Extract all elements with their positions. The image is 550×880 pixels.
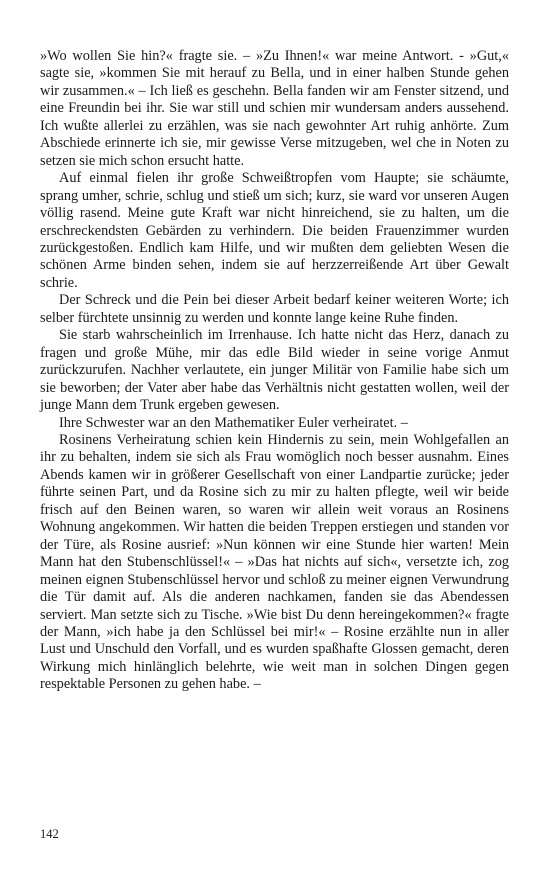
paragraph-5: Ihre Schwester war an den Mathematiker Euler verheiratet. – [59,414,408,431]
body-text [40,48,509,694]
paragraph-1: »Wo wollen Sie hin?« fragte sie. – »Zu Ihnen!« war meine Antwort. - »Gut,« sagte sie, »kommen Sie mit herauf zu Bella, und in einer halben Stunde gehen wir zusammen.« – Ich ließ es geschehn. Bella fanden wir am Fenster sitzend, und eine Freundin bei ihr. Sie war still und schien mir wundersam anders aussehend. Ich wußte allerlei zu erzählen, was sie nach gewohnter Art ruhig anhörte. Zum Abschiede erinnerte ich sie, mir gewisse Verse mitzugeben, wel che in Noten zu setzen sie mich schon ersucht hatte. [40,48,509,169]
paragraph-4: Sie starb wahrscheinlich im Irrenhause. Ich hatte nicht das Herz, danach zu fragen und große Mühe, mir das edle Bild wieder in seine vorige Anmut zurückzurufen. Nachher verlautete, ein junger Militär von Familie habe sich um sie beworben; der Vater aber habe das Verhältnis nicht gestatten wollen, weil der junge Mann dem Trunk ergeben gewesen. [40,327,509,414]
page-number: 142 [40,827,59,841]
paragraph-6: Rosinens Verheiratung schien kein Hindernis zu sein, mein Wohlgefallen an ihr zu behalten, indem sie sich als Frau womöglich noch besser ausnahm. Eines Abends kamen wir in größerer Gesellschaft von einer Landpartie zurücke; jeder führte seinen Part, und da Rosine sich zu mir zu halten pflegte, weil wir beide frisch auf den Beinen waren, so waren wir allein weit voraus an Rosinens Wohnung angekommen. Wir hatten die beiden Treppen erstiegen und standen vor der Türe, als Rosine ausrief: »Nun können wir eine Stunde hier warten! Mein Mann hat den Stubenschlüssel!« – »Das hat nichts auf sich«, versetzte ich, zog meinen eignen Stubenschlüssel hervor und schloß zu meiner eignen Verwundrung die Tür damit auf. Als die anderen nachkamen, fanden sie das Abendessen serviert. Man setzte sich zu Tische. »Wie bist Du denn hereingekommen?« fragte der Mann, »ich habe ja den Schlüssel bei mir!« – Rosine erzählte nun in aller Lust und Unschuld den Vorfall, und es wurden spaßhafte Glossen gemacht, deren Wirkung mich hinlänglich belehrte, wie weit man in solchen Dingen gegen respektable Personen zu gehen habe. – [40,431,509,693]
paragraph-2: Auf einmal fielen ihr große Schweißtropfen vom Haupte; sie schäumte, sprang umher, schrie, schlug und stieß um sich; kurz, sie ward vor unseren Augen völlig rasend. Meine gute Kraft war nicht hinreichend, sie zu halten, um die erschreckendsten Gebärden zu verhindern. Die beiden Frauenzimmer wurden zurückgestoßen. Endlich kam Hilfe, und wir mußten dem geliebten Wesen die schönen Arme binden sehen, indem sie auf herzzerreißende Art über Gewalt schrie. [40,170,509,291]
paragraph-3: Der Schreck und die Pein bei dieser Arbeit bedarf keiner weiteren Worte; ich selber fürchtete unsinnig zu werden und konnte lange keine Ruhe finden. [40,292,509,326]
